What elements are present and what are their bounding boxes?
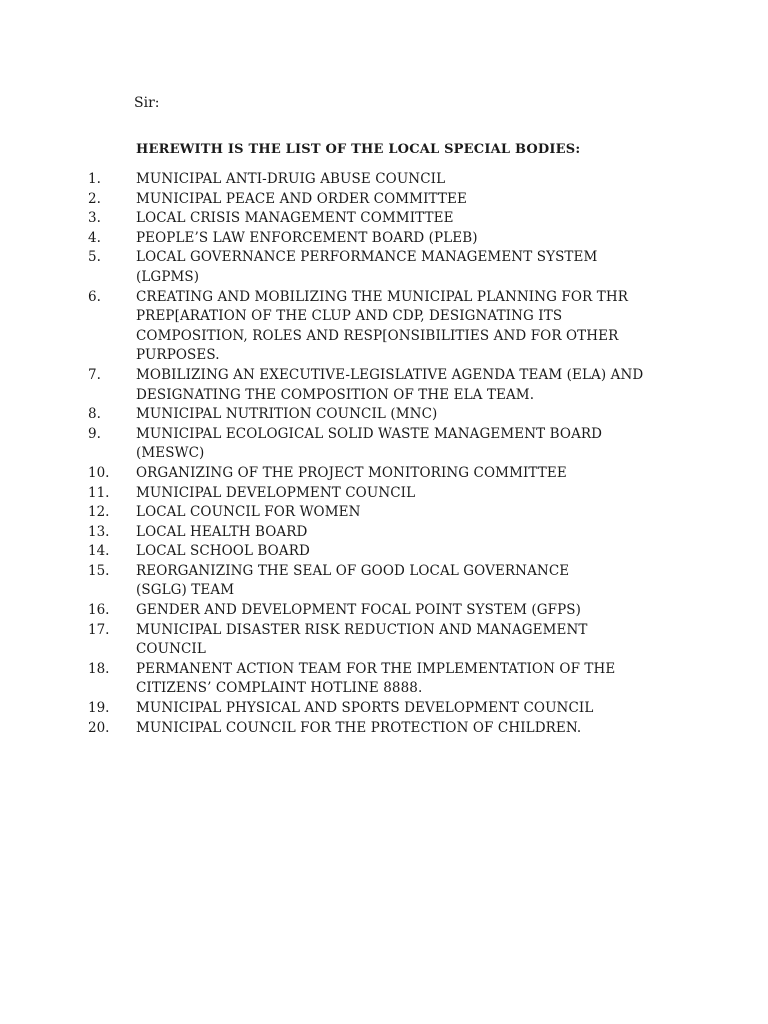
list-item-number: 10. xyxy=(88,464,110,481)
list-item-text: ORGANIZING OF THE PROJECT MONITORING COMMITTEE xyxy=(136,464,567,481)
list-item xyxy=(0,405,768,425)
list-item-number: 15. xyxy=(88,562,110,579)
list-item-text: MUNICIPAL NUTRITION COUNCIL (MNC) xyxy=(136,406,438,423)
list-item xyxy=(0,503,768,523)
list-item-number: 17. xyxy=(88,621,110,638)
list-item xyxy=(0,484,768,504)
list-item-number: 16. xyxy=(88,602,110,619)
list-item-text: MOBILIZING AN EXECUTIVE-LEGISLATIVE AGENDA TEAM (ELA) AND DESIGNATING THE COMPOSITION OF THE ELA TEAM. xyxy=(136,366,644,403)
list-item-text: MUNICIPAL PHYSICAL AND SPORTS DEVELOPMENT COUNCIL xyxy=(136,700,594,717)
list-item-text: MUNICIPAL PEACE AND ORDER COMMITTEE xyxy=(136,190,467,207)
list-item-text: LOCAL CRISIS MANAGEMENT COMMITTEE xyxy=(136,210,454,227)
list-item-number: 20. xyxy=(88,719,110,736)
list-item-text: MUNICIPAL ECOLOGICAL SOLID WASTE MANAGEMENT BOARD (MESWC) xyxy=(136,425,603,462)
list-item xyxy=(0,190,768,210)
list-item-text: LOCAL GOVERNANCE PERFORMANCE MANAGEMENT SYSTEM (LGPMS) xyxy=(136,249,598,285)
list-item-number: 5. xyxy=(88,249,101,266)
list-item-text: CREATING AND MOBILIZING THE MUNICIPAL PLANNING FOR THR PREP[ARATION OF THE CLUP AND CDP, DESIGNATING ITS COMPOSITION, ROLES AND RESP[ONSIBILITIES AND FOR OTHER PURPOSES. xyxy=(136,288,628,364)
list-item-number: 3. xyxy=(88,210,101,227)
list-item xyxy=(0,621,768,660)
list-item-text: PEOPLE’S LAW ENFORCEMENT BOARD (PLEB) xyxy=(136,229,478,246)
list-item-text: GENDER AND DEVELOPMENT FOCAL POINT SYSTEM (GFPS) xyxy=(136,602,582,619)
list-item xyxy=(0,170,768,190)
list-item-text: LOCAL COUNCIL FOR WOMEN xyxy=(136,504,361,521)
list-item xyxy=(0,366,768,405)
list-item-number: 2. xyxy=(88,190,101,207)
list-item-text: LOCAL SCHOOL BOARD xyxy=(136,543,310,560)
special-bodies-list xyxy=(0,170,768,738)
list-item xyxy=(0,699,768,719)
list-item-number: 9. xyxy=(88,425,101,442)
list-item-text: MUNICIPAL DISASTER RISK REDUCTION AND MANAGEMENT COUNCIL xyxy=(136,621,588,658)
list-item-text: MUNICIPAL DEVELOPMENT COUNCIL xyxy=(136,484,416,501)
list-item xyxy=(0,288,768,366)
list-item xyxy=(0,464,768,484)
list-heading: HEREWITH IS THE LIST OF THE LOCAL SPECIAL BODIES: xyxy=(136,142,581,157)
list-item-number: 14. xyxy=(88,543,110,560)
list-item xyxy=(0,248,768,287)
list-item-number: 1. xyxy=(88,171,101,187)
list-item-number: 8. xyxy=(88,406,101,423)
salutation: Sir: xyxy=(134,95,160,111)
list-item-number: 19. xyxy=(88,700,110,717)
list-item-number: 11. xyxy=(88,484,110,501)
list-item xyxy=(0,523,768,543)
list-item-number: 18. xyxy=(88,660,110,677)
list-item-number: 7. xyxy=(88,366,101,383)
list-item xyxy=(0,601,768,621)
list-item-number: 13. xyxy=(88,523,110,540)
list-item xyxy=(0,229,768,249)
list-item-text: MUNICIPAL ANTI-DRUIG ABUSE COUNCIL xyxy=(136,171,446,187)
list-item-text: PERMANENT ACTION TEAM FOR THE IMPLEMENTATION OF THE CITIZENS’ COMPLAINT HOTLINE 8888. xyxy=(136,660,616,697)
list-item-text: REORGANIZING THE SEAL OF GOOD LOCAL GOVERNANCE (SGLG) TEAM xyxy=(136,562,570,599)
list-item xyxy=(0,562,768,601)
list-item-number: 4. xyxy=(88,229,101,246)
list-item xyxy=(0,425,768,464)
list-item xyxy=(0,209,768,229)
list-item xyxy=(0,542,768,562)
list-item xyxy=(0,719,768,739)
list-item xyxy=(0,660,768,699)
list-item-number: 12. xyxy=(88,504,110,521)
list-item-text: LOCAL HEALTH BOARD xyxy=(136,523,308,540)
list-item-number: 6. xyxy=(88,288,101,305)
list-item-text: MUNICIPAL COUNCIL FOR THE PROTECTION OF CHILDREN. xyxy=(136,719,582,736)
